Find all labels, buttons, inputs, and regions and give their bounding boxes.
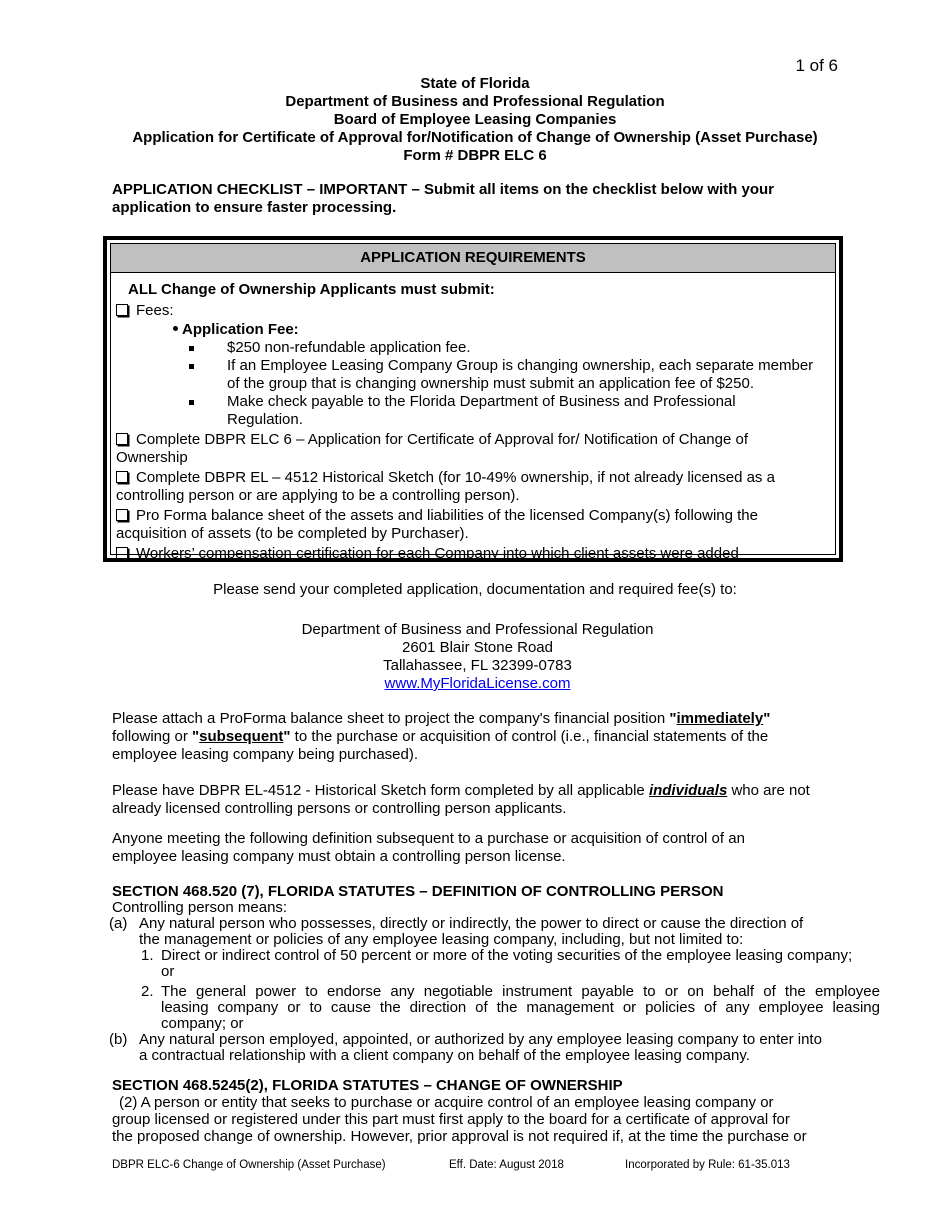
item-2 (112, 984, 880, 1032)
fee-item-continuation: Regulation. (227, 411, 303, 428)
square-bullet-icon (189, 346, 194, 351)
checklist-item (116, 469, 775, 487)
item-a (109, 915, 880, 948)
checkbox-icon[interactable] (116, 433, 128, 445)
para2-text: already licensed controlling persons or controlling person applicants. (112, 800, 567, 817)
section1-intro: Controlling person means: (112, 899, 288, 916)
para1-text: to the purchase or acquisition of control (i.e., financial statements of the (290, 728, 769, 745)
page-number: 1 of 6 (795, 56, 838, 75)
checklist-item-continuation: acquisition of assets (to be completed by Purchaser). (116, 525, 469, 542)
checklist-item-text: Complete DBPR ELC 6 – Application for Certificate of Approval for/ Notification of Change of (136, 431, 748, 448)
proforma-paragraph (112, 710, 842, 764)
footer-effective-date: Eff. Date: August 2018 (449, 1159, 564, 1171)
fee-item-text: If an Employee Leasing Company Group is changing ownership, each separate member (227, 357, 814, 374)
header-application-title: Application for Certificate of Approval for/Notification of Change of Ownership (Asset Purchase) (132, 129, 818, 146)
section2-text: the proposed change of ownership. However, prior approval is not required if, at the time the purchase or (112, 1128, 807, 1145)
para1-text: Please attach a ProForma balance sheet to project the company's financial position (112, 710, 670, 727)
emphasis-individuals: individuals (648, 782, 728, 799)
header-state: State of Florida (420, 75, 530, 92)
para2-text: Please have DBPR EL-4512 - Historical Sketch form completed by all applicable (112, 782, 649, 799)
checklist-notice-line2: application to ensure faster processing. (112, 199, 397, 216)
checkbox-icon[interactable] (116, 304, 128, 316)
section-controlling-person (109, 883, 880, 1064)
checklist-item (116, 545, 739, 563)
checklist-item-text: Workers’ compensation certification for each Company into which client assets were added (136, 545, 739, 562)
checklist-item-continuation: controlling person or are applying to be a controlling person). (116, 487, 520, 504)
application-fee-row (173, 321, 299, 339)
para3-text: Anyone meeting the following definition subsequent to a purchase or acquisition of control of an (112, 830, 745, 847)
checkbox-icon[interactable] (116, 547, 128, 559)
square-bullet-icon (189, 364, 194, 369)
fees-label: Fees: (136, 302, 174, 319)
footer-form-name: DBPR ELC-6 Change of Ownership (Asset Purchase) (112, 1159, 386, 1171)
address-line3: Tallahassee, FL 32399-0783 (383, 657, 572, 674)
header-form-number: Form # DBPR ELC 6 (403, 147, 547, 164)
para3-text: employee leasing company must obtain a controlling person license. (112, 848, 566, 865)
mailing-address (0, 621, 950, 693)
historical-sketch-paragraph (112, 782, 842, 818)
checklist-item (116, 507, 758, 525)
item-b-text: a contractual relationship with a client company on behalf of the employee leasing company. (139, 1047, 750, 1064)
fee-item-continuation: of the group that is changing ownership must submit an application fee of $250. (227, 375, 754, 392)
para1-text: following or (112, 728, 193, 745)
item-a-text: Any natural person who possesses, directly or indirectly, the power to direct or cause the direction of (139, 915, 804, 932)
checkbox-icon[interactable] (116, 471, 128, 483)
item-2-text: The general power to endorse any negotiable instrument payable to or on behalf of the employee (161, 983, 880, 1000)
quote: " (192, 728, 200, 745)
section2-text: (2) A person or entity that seeks to purchase or acquire control of an employee leasing company or (119, 1094, 774, 1111)
item-2-label: 2. (141, 983, 154, 1000)
section-change-of-ownership (112, 1077, 842, 1145)
fee-item (189, 339, 849, 357)
address-line1: Department of Business and Professional Regulation (301, 621, 654, 638)
item-2-text: company; or (161, 1015, 244, 1032)
checklist-notice (112, 181, 832, 217)
footer-rule: Incorporated by Rule: 61-35.013 (625, 1159, 790, 1171)
checklist-item-text: Pro Forma balance sheet of the assets and liabilities of the licensed Company(s) following the (136, 507, 758, 524)
section2-text: group licensed or registered under this part must first apply to the board for a certificate of approval for (112, 1111, 790, 1128)
requirements-box (103, 236, 843, 562)
header-board: Board of Employee Leasing Companies (333, 111, 617, 128)
item-b-label: (b) (109, 1031, 128, 1048)
quote: " (283, 728, 291, 745)
emphasis-subsequent: subsequent (199, 728, 284, 745)
checklist-item (116, 431, 748, 449)
requirements-title: APPLICATION REQUIREMENTS (111, 244, 835, 273)
item-a-label: (a) (109, 915, 128, 932)
form-header (100, 75, 850, 165)
application-fee-label: Application Fee: (182, 321, 299, 338)
section1-heading: SECTION 468.520 (7), FLORIDA STATUTES – DEFINITION OF CONTROLLING PERSON (112, 883, 724, 900)
website-link[interactable]: www.MyFloridaLicense.com (384, 675, 571, 692)
para2-text: who are not (727, 782, 810, 799)
quote: " (669, 710, 677, 727)
checkbox-icon[interactable] (116, 509, 128, 521)
mailing-intro: Please send your completed application, documentation and required fee(s) to: (213, 581, 737, 598)
item-1-text: Direct or indirect control of 50 percent or more of the voting securities of the employee leasing company; (161, 947, 853, 964)
checklist-item-continuation: Ownership (116, 449, 188, 466)
fee-item-text: Make check payable to the Florida Department of Business and Professional (227, 393, 736, 410)
item-2-text: leasing company or to cause the direction of the management or policies of any employee leasing (161, 999, 880, 1016)
item-1-text: or (161, 963, 175, 980)
requirements-subhead: ALL Change of Ownership Applicants must submit: (128, 281, 495, 298)
bullet-icon (173, 326, 178, 331)
quote: " (763, 710, 771, 727)
header-department: Department of Business and Professional Regulation (285, 93, 665, 110)
section2-heading: SECTION 468.5245(2), FLORIDA STATUTES – CHANGE OF OWNERSHIP (112, 1077, 623, 1094)
checklist-item-text: Complete DBPR EL – 4512 Historical Sketch (for 10-49% ownership, if not already licensed as a (136, 469, 775, 486)
address-line2: 2601 Blair Stone Road (402, 639, 553, 656)
checklist-notice-line1: APPLICATION CHECKLIST – IMPORTANT – Submit all items on the checklist below with your (112, 181, 775, 198)
fee-item-text: $250 non-refundable application fee. (227, 339, 471, 356)
item-1 (112, 948, 880, 980)
license-requirement-paragraph (112, 830, 842, 866)
item-a-text: the management or policies of any employee leasing company, including, but not limited to: (139, 931, 744, 948)
emphasis-immediately: immediately (676, 710, 764, 727)
item-b (109, 1031, 880, 1064)
item-1-label: 1. (141, 947, 154, 964)
fee-item (189, 393, 849, 411)
para1-text: employee leasing company being purchased). (112, 746, 419, 763)
square-bullet-icon (189, 400, 194, 405)
item-b-text: Any natural person employed, appointed, or authorized by any employee leasing company to enter into (139, 1031, 822, 1048)
fees-row (116, 302, 174, 320)
fee-item (189, 357, 849, 375)
